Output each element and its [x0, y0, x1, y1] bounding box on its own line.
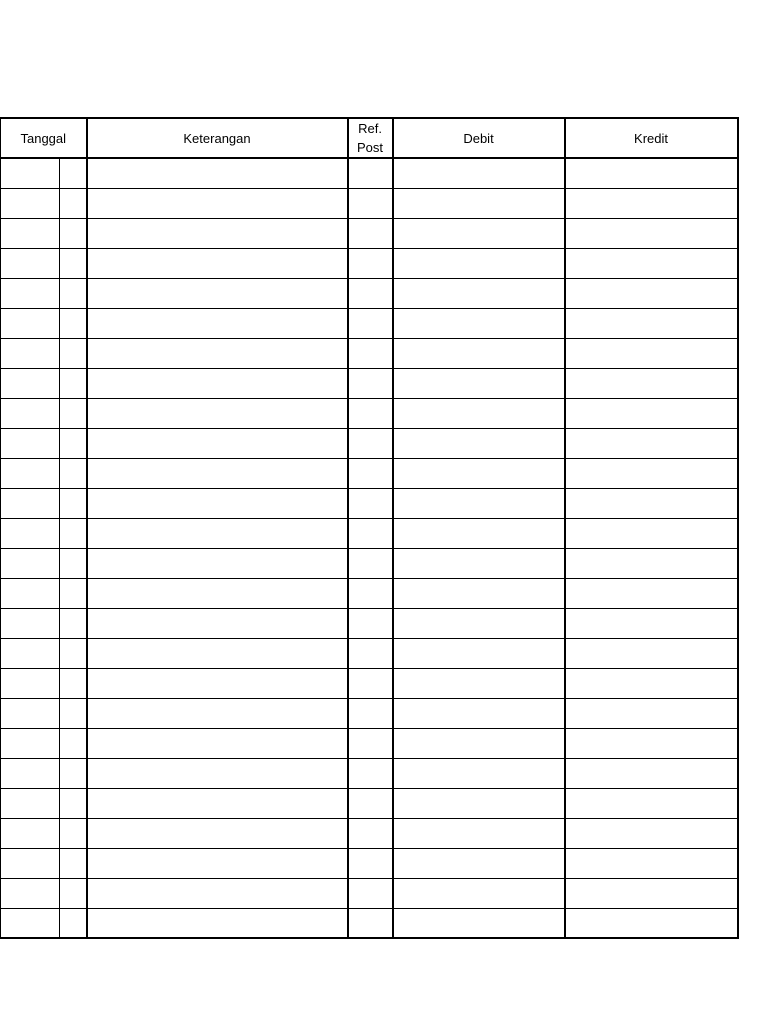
- cell-keterangan: [87, 248, 348, 278]
- cell-kredit: [565, 248, 738, 278]
- cell-debit: [393, 908, 565, 938]
- cell-day: [1, 578, 60, 608]
- journal-body: [1, 158, 738, 938]
- cell-month: [60, 728, 87, 758]
- cell-keterangan: [87, 158, 348, 188]
- cell-kredit: [565, 458, 738, 488]
- cell-ref-post: [348, 368, 393, 398]
- header-ref-post: [348, 118, 393, 158]
- header-row: [1, 118, 738, 158]
- cell-kredit: [565, 368, 738, 398]
- cell-ref-post: [348, 788, 393, 818]
- cell-ref-post: [348, 398, 393, 428]
- cell-keterangan: [87, 368, 348, 398]
- cell-month: [60, 578, 87, 608]
- table-row: [1, 818, 738, 848]
- cell-day: [1, 698, 60, 728]
- cell-keterangan: [87, 488, 348, 518]
- cell-kredit: [565, 848, 738, 878]
- cell-ref-post: [348, 278, 393, 308]
- cell-debit: [393, 698, 565, 728]
- cell-month: [60, 308, 87, 338]
- cell-ref-post: [348, 548, 393, 578]
- cell-ref-post: [348, 188, 393, 218]
- cell-kredit: [565, 578, 738, 608]
- cell-kredit: [565, 698, 738, 728]
- header-debit: Debit: [393, 118, 565, 158]
- cell-debit: [393, 248, 565, 278]
- cell-keterangan: [87, 638, 348, 668]
- table-row: [1, 308, 738, 338]
- cell-day: [1, 308, 60, 338]
- cell-ref-post: [348, 458, 393, 488]
- cell-day: [1, 218, 60, 248]
- cell-day: [1, 518, 60, 548]
- cell-ref-post: [348, 158, 393, 188]
- cell-kredit: [565, 308, 738, 338]
- cell-debit: [393, 338, 565, 368]
- cell-debit: [393, 398, 565, 428]
- table-row: [1, 188, 738, 218]
- header-kredit: Kredit: [565, 118, 738, 158]
- cell-debit: [393, 668, 565, 698]
- cell-keterangan: [87, 758, 348, 788]
- cell-month: [60, 218, 87, 248]
- cell-day: [1, 428, 60, 458]
- cell-day: [1, 668, 60, 698]
- cell-day: [1, 638, 60, 668]
- cell-debit: [393, 308, 565, 338]
- cell-debit: [393, 368, 565, 398]
- table-row: [1, 278, 738, 308]
- cell-debit: [393, 758, 565, 788]
- cell-keterangan: [87, 338, 348, 368]
- cell-kredit: [565, 188, 738, 218]
- cell-month: [60, 878, 87, 908]
- cell-month: [60, 818, 87, 848]
- table-row: [1, 668, 738, 698]
- cell-debit: [393, 578, 565, 608]
- cell-keterangan: [87, 518, 348, 548]
- cell-kredit: [565, 638, 738, 668]
- cell-day: [1, 158, 60, 188]
- cell-day: [1, 278, 60, 308]
- cell-ref-post: [348, 698, 393, 728]
- cell-day: [1, 398, 60, 428]
- cell-ref-post: [348, 758, 393, 788]
- table-row: [1, 788, 738, 818]
- cell-debit: [393, 428, 565, 458]
- cell-month: [60, 398, 87, 428]
- cell-month: [60, 428, 87, 458]
- cell-month: [60, 458, 87, 488]
- cell-kredit: [565, 338, 738, 368]
- cell-keterangan: [87, 458, 348, 488]
- table-row: [1, 578, 738, 608]
- cell-keterangan: [87, 698, 348, 728]
- cell-ref-post: [348, 728, 393, 758]
- cell-ref-post: [348, 578, 393, 608]
- cell-ref-post: [348, 488, 393, 518]
- cell-keterangan: [87, 548, 348, 578]
- cell-ref-post: [348, 428, 393, 458]
- cell-kredit: [565, 878, 738, 908]
- cell-keterangan: [87, 728, 348, 758]
- cell-month: [60, 338, 87, 368]
- cell-day: [1, 908, 60, 938]
- cell-ref-post: [348, 338, 393, 368]
- table-row: [1, 758, 738, 788]
- table-row: [1, 548, 738, 578]
- table-row: [1, 638, 738, 668]
- cell-ref-post: [348, 878, 393, 908]
- cell-month: [60, 278, 87, 308]
- table-row: [1, 878, 738, 908]
- cell-day: [1, 338, 60, 368]
- cell-day: [1, 608, 60, 638]
- cell-month: [60, 488, 87, 518]
- cell-month: [60, 698, 87, 728]
- cell-debit: [393, 518, 565, 548]
- cell-keterangan: [87, 908, 348, 938]
- table-row: [1, 848, 738, 878]
- cell-kredit: [565, 758, 738, 788]
- cell-ref-post: [348, 848, 393, 878]
- cell-month: [60, 548, 87, 578]
- cell-kredit: [565, 818, 738, 848]
- cell-debit: [393, 548, 565, 578]
- cell-keterangan: [87, 788, 348, 818]
- cell-ref-post: [348, 218, 393, 248]
- header-ref-line2: Post: [357, 140, 384, 155]
- cell-debit: [393, 218, 565, 248]
- cell-kredit: [565, 398, 738, 428]
- cell-ref-post: [348, 638, 393, 668]
- cell-kredit: [565, 488, 738, 518]
- cell-debit: [393, 818, 565, 848]
- cell-kredit: [565, 668, 738, 698]
- cell-kredit: [565, 788, 738, 818]
- journal-header: [1, 118, 738, 158]
- cell-month: [60, 908, 87, 938]
- table-row: [1, 368, 738, 398]
- cell-keterangan: [87, 818, 348, 848]
- cell-month: [60, 368, 87, 398]
- journal-table: [0, 117, 739, 939]
- cell-keterangan: [87, 668, 348, 698]
- table-row: [1, 428, 738, 458]
- table-row: [1, 698, 738, 728]
- cell-debit: [393, 458, 565, 488]
- cell-day: [1, 248, 60, 278]
- cell-day: [1, 488, 60, 518]
- cell-ref-post: [348, 518, 393, 548]
- cell-debit: [393, 158, 565, 188]
- cell-day: [1, 788, 60, 818]
- cell-ref-post: [348, 608, 393, 638]
- cell-ref-post: [348, 248, 393, 278]
- cell-kredit: [565, 728, 738, 758]
- table-row: [1, 248, 738, 278]
- cell-month: [60, 668, 87, 698]
- cell-day: [1, 878, 60, 908]
- cell-keterangan: [87, 398, 348, 428]
- cell-keterangan: [87, 308, 348, 338]
- cell-kredit: [565, 278, 738, 308]
- cell-day: [1, 548, 60, 578]
- cell-debit: [393, 848, 565, 878]
- cell-debit: [393, 728, 565, 758]
- cell-ref-post: [348, 908, 393, 938]
- table-row: [1, 908, 738, 938]
- cell-month: [60, 608, 87, 638]
- cell-kredit: [565, 218, 738, 248]
- cell-kredit: [565, 608, 738, 638]
- cell-ref-post: [348, 308, 393, 338]
- cell-day: [1, 188, 60, 218]
- cell-ref-post: [348, 818, 393, 848]
- table-row: [1, 458, 738, 488]
- cell-keterangan: [87, 608, 348, 638]
- cell-month: [60, 518, 87, 548]
- table-row: [1, 728, 738, 758]
- cell-day: [1, 758, 60, 788]
- cell-kredit: [565, 158, 738, 188]
- cell-month: [60, 158, 87, 188]
- cell-debit: [393, 278, 565, 308]
- table-row: [1, 158, 738, 188]
- cell-debit: [393, 488, 565, 518]
- cell-kredit: [565, 548, 738, 578]
- cell-month: [60, 638, 87, 668]
- table-row: [1, 338, 738, 368]
- header-keterangan: Keterangan: [87, 118, 348, 158]
- cell-ref-post: [348, 668, 393, 698]
- cell-keterangan: [87, 848, 348, 878]
- cell-month: [60, 848, 87, 878]
- cell-kredit: [565, 518, 738, 548]
- cell-keterangan: [87, 188, 348, 218]
- table-row: [1, 218, 738, 248]
- cell-kredit: [565, 908, 738, 938]
- table-row: [1, 398, 738, 428]
- cell-day: [1, 728, 60, 758]
- cell-debit: [393, 188, 565, 218]
- cell-month: [60, 248, 87, 278]
- cell-day: [1, 818, 60, 848]
- cell-keterangan: [87, 878, 348, 908]
- cell-day: [1, 368, 60, 398]
- cell-debit: [393, 788, 565, 818]
- cell-month: [60, 788, 87, 818]
- cell-keterangan: [87, 428, 348, 458]
- cell-month: [60, 758, 87, 788]
- cell-month: [60, 188, 87, 218]
- cell-kredit: [565, 428, 738, 458]
- cell-day: [1, 458, 60, 488]
- cell-day: [1, 848, 60, 878]
- cell-keterangan: [87, 278, 348, 308]
- table-row: [1, 608, 738, 638]
- header-tanggal: Tanggal: [1, 118, 87, 158]
- cell-debit: [393, 608, 565, 638]
- table-row: [1, 488, 738, 518]
- cell-keterangan: [87, 218, 348, 248]
- cell-debit: [393, 638, 565, 668]
- header-ref-line1: Ref.: [358, 121, 382, 136]
- cell-debit: [393, 878, 565, 908]
- cell-keterangan: [87, 578, 348, 608]
- table-row: [1, 518, 738, 548]
